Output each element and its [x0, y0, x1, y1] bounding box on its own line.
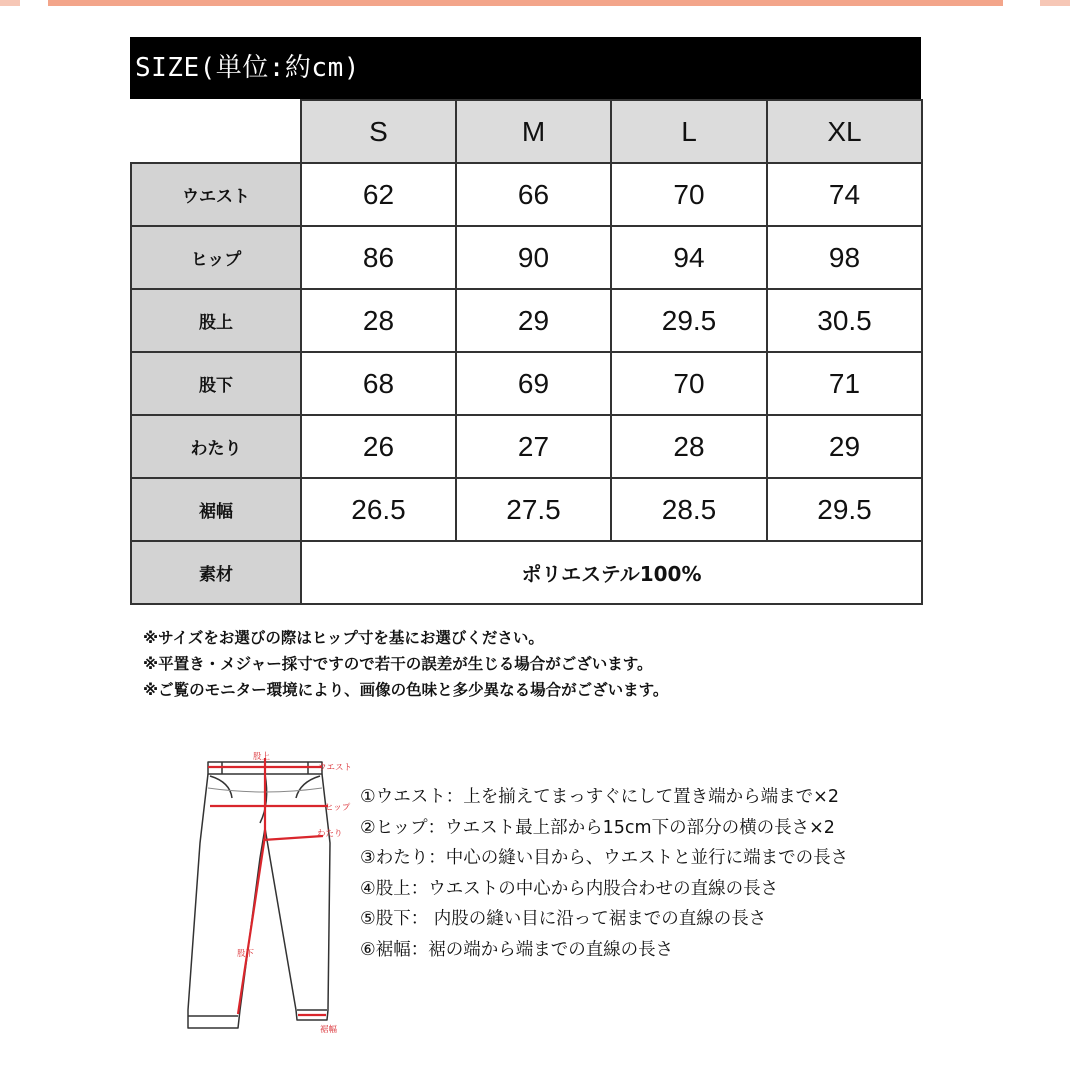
- note-line: ※平置き・メジャー採寸ですので若干の誤差が生じる場合がございます。: [143, 655, 653, 673]
- measure-lines: [208, 758, 328, 1015]
- table-cell: 26.5: [301, 478, 456, 541]
- legend-item: ⑤股下： 内股の縫い目に沿って裾までの直線の長さ: [360, 909, 767, 929]
- note-line: ※サイズをお選びの際はヒップ寸を基にお選びください。: [143, 629, 544, 647]
- legend-item: ⑥裾幅：裾の端から端までの直線の長さ: [360, 939, 674, 960]
- table-cell: 29: [767, 415, 922, 478]
- top-border: [48, 0, 1003, 6]
- row-header-inseam: 股下: [131, 352, 301, 415]
- top-border-right: [1040, 0, 1070, 6]
- measurement-legend: [360, 782, 848, 965]
- legend-item: ③わたり：中心の縫い目から、ウエストと並行に端までの長さ: [360, 848, 849, 868]
- col-header-m: M: [456, 100, 611, 163]
- table-cell: 29: [456, 289, 611, 352]
- table-cell: 62: [301, 163, 456, 226]
- table-cell: 94: [611, 226, 767, 289]
- notes: [143, 625, 668, 703]
- table-cell: 86: [301, 226, 456, 289]
- top-border-left: [0, 0, 20, 6]
- table-cell: 66: [456, 163, 611, 226]
- table-corner: [131, 100, 301, 163]
- row-header-waist: ウエスト: [131, 163, 301, 226]
- table-cell: 29.5: [611, 289, 767, 352]
- row-header-rise: 股上: [131, 289, 301, 352]
- label-thigh: わたり: [317, 829, 343, 839]
- table-row-hem: [131, 478, 922, 541]
- table-row-inseam: [131, 352, 922, 415]
- table-cell: 90: [456, 226, 611, 289]
- legend-item: ②ヒップ：ウエスト最上部から15cm下の部分の横の長さ×2: [360, 817, 835, 838]
- label-waist: ウエスト: [318, 763, 353, 773]
- table-row-rise: [131, 289, 922, 352]
- label-hem: 裾幅: [320, 1025, 338, 1035]
- table-cell: 26: [301, 415, 456, 478]
- row-header-material: 素材: [131, 541, 301, 604]
- table-row-thigh: [131, 415, 922, 478]
- row-header-hem: 裾幅: [131, 478, 301, 541]
- table-cell: 28: [611, 415, 767, 478]
- table-row-waist: [131, 163, 922, 226]
- label-hip: ヒップ: [325, 803, 351, 813]
- note-line: ※ご覧のモニター環境により、画像の色味と多少異なる場合がございます。: [143, 681, 669, 699]
- table-row-material: [131, 541, 922, 604]
- table-cell: 98: [767, 226, 922, 289]
- row-header-thigh: わたり: [131, 415, 301, 478]
- table-cell: 28.5: [611, 478, 767, 541]
- size-table-title: SIZE(単位:約cm): [130, 37, 921, 99]
- table-row-hip: [131, 226, 922, 289]
- table-cell: 71: [767, 352, 922, 415]
- table-cell: 74: [767, 163, 922, 226]
- size-table: [130, 99, 923, 605]
- label-inseam: 股下: [237, 949, 255, 959]
- table-cell: 29.5: [767, 478, 922, 541]
- diagram-labels: [237, 751, 352, 1035]
- legend-item: ④股上：ウエストの中心から内股合わせの直線の長さ: [360, 878, 779, 899]
- material-value: ポリエステル100%: [301, 541, 922, 604]
- pants-outline: [188, 762, 330, 1028]
- table-cell: 27: [456, 415, 611, 478]
- table-cell: 30.5: [767, 289, 922, 352]
- label-rise: 股上: [253, 752, 271, 762]
- col-header-s: S: [301, 100, 456, 163]
- table-cell: 70: [611, 163, 767, 226]
- table-cell: 27.5: [456, 478, 611, 541]
- table-cell: 68: [301, 352, 456, 415]
- col-header-xl: XL: [767, 100, 922, 163]
- legend-item: ①ウエスト：上を揃えてまっすぐにして置き端から端まで×2: [360, 787, 839, 807]
- pants-diagram: [170, 748, 370, 1048]
- row-header-hip: ヒップ: [131, 226, 301, 289]
- size-header-row: [131, 100, 922, 163]
- table-cell: 70: [611, 352, 767, 415]
- col-header-l: L: [611, 100, 767, 163]
- table-cell: 28: [301, 289, 456, 352]
- table-cell: 69: [456, 352, 611, 415]
